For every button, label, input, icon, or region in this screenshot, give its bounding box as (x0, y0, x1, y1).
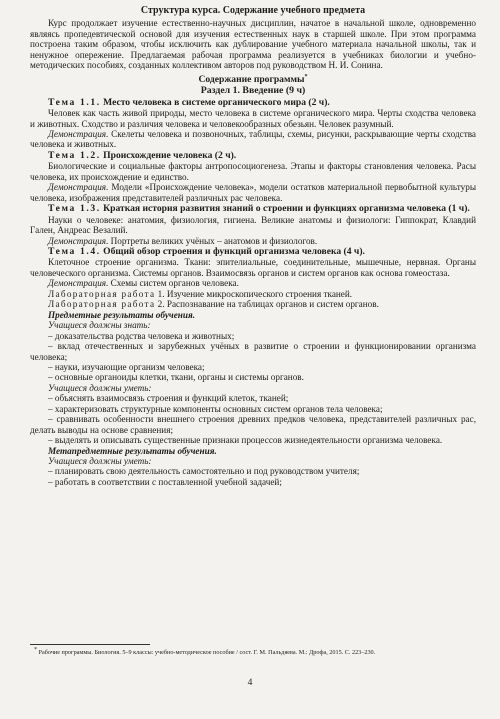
footnote-text: Рабочие программы. Биология. 5–9 классы: учебно-методическое пособие / сост. Г. М. Пальдяева. М.: Дрофа, 2015. С. 223–230. (38, 649, 376, 656)
lab-work-1 (30, 289, 476, 299)
topic-1-2-body: Биологические и социальные факторы антропосоциогенеза. Этапы и факторы становления человека. Расы человека, их происхождение и единство. (30, 161, 476, 182)
topic-1-2-demo (30, 182, 476, 203)
topic-title: Происхождение человека (2 ч). (103, 149, 237, 161)
topic-label: Тема 1.2. (48, 149, 101, 161)
must-do-heading-2: Учащиеся должны уметь: (48, 456, 152, 467)
program-title (30, 75, 476, 85)
program-title-text: Содержание программы (198, 73, 305, 85)
subject-results-heading: Предметные результаты обучения. (48, 309, 196, 320)
list-item: – науки, изучающие организм человека; (48, 361, 205, 372)
list-item: – работать в соответствии с поставленной учебной задачей; (48, 476, 282, 487)
topic-1-4-heading (30, 247, 476, 257)
meta-results-heading: Метапредметные результаты обучения. (48, 445, 217, 456)
list-item: – характеризовать структурные компоненты основных систем органов тела человека; (48, 403, 383, 414)
list-item: – сравнивать особенности внешнего строения древних предков человека, представителей различных рас, делать выводы на основе сравнения; (30, 414, 476, 435)
lab-label: Лабораторная работа (48, 288, 156, 299)
topic-title: Общий обзор строения и функций организма человека (4 ч). (103, 245, 365, 257)
page-number: 4 (247, 678, 253, 688)
footnote-divider (30, 644, 150, 645)
demo-label: Демонстрация. (48, 182, 109, 193)
program-footnote-mark: * (304, 73, 308, 80)
demo-text: Модели «Происхождение человека», модели остатков материальной первобытной культуры человека, изображения представителей различных рас человека. (30, 182, 476, 203)
demo-label: Демонстрация. (48, 128, 109, 139)
main-content (30, 6, 476, 487)
page-title: Структура курса. Содержание учебного предмета (140, 5, 366, 16)
list-item: – выделять и описывать существенные признаки процессов жизнедеятельности организма человека. (48, 435, 443, 446)
lab-work-2 (30, 299, 476, 309)
demo-text: Схемы систем органов человека. (110, 278, 239, 289)
topic-title: Место человека в системе органического мира (2 ч). (103, 96, 330, 108)
list-item: – объяснять взаимосвязь строения и функций клеток, тканей; (48, 393, 289, 404)
topic-1-1-body: Человек как часть живой природы, место человека в системе органического мира. Черты сходства человека и животных. Сходство и различия человека и человекообразных обезьян. Человек разумный. (30, 108, 476, 129)
lab-text: 2. Распознавание на таблицах органов и систем органов. (157, 299, 379, 310)
list-item: – основные органоиды клетки, ткани, органы и системы органов. (48, 372, 304, 383)
demo-text: Портреты великих учёных – анатомов и физиологов. (110, 235, 318, 246)
footnote-mark: * (34, 646, 37, 653)
demo-label: Демонстрация. (48, 278, 109, 289)
must-do-heading: Учащиеся должны уметь: (48, 382, 152, 393)
topic-label: Тема 1.1. (48, 96, 101, 108)
demo-text: Скелеты человека и позвоночных, таблицы, схемы, рисунки, раскрывающие черты сходства человека и животных. (30, 128, 477, 150)
section-1-title: Раздел 1. Введение (9 ч) (200, 85, 306, 97)
lab-label: Лабораторная работа (48, 299, 156, 310)
topic-1-1-demo (30, 129, 476, 150)
topic-1-3-demo (30, 236, 476, 246)
topic-label: Тема 1.3. (48, 203, 101, 215)
list-item: – доказательства родства человека и животных; (48, 330, 235, 341)
topic-1-4-demo (30, 278, 476, 288)
intro-paragraph: Курс продолжает изучение естественно-научных дисциплин, начатое в начальной школе, одновременно являясь пропедевтической основой для изучения естественных наук в старшей школе. При этом программа построена таким образом, чтобы исключить как дублирование учебного материала начальной школы, так и ненужное опережение. Предлагаемая рабочая программа реализуется в учебниках биологии и учебно-методических пособиях, созданных коллективом авторов под руководством Н. И. Сонина. (30, 18, 476, 71)
topic-label: Тема 1.4. (48, 245, 101, 257)
topic-1-1-heading (30, 98, 476, 108)
list-item: – планировать свою деятельность самостоятельно и под руководством учителя; (48, 466, 360, 477)
list-item: – вклад отечественных и зарубежных учёных в развитие о строении и функционировании организма человека; (30, 341, 476, 362)
topic-1-3-body: Науки о человеке: анатомия, физиология, гигиена. Великие анатомы и физиологи: Гиппократ, Клавдий Гален, Андреас Везалий. (30, 214, 476, 236)
footnote (34, 646, 474, 656)
must-know-heading: Учащиеся должны знать: (48, 320, 151, 331)
lab-text: 1. Изучение микроскопического строения тканей. (157, 288, 353, 299)
topic-1-2-heading (30, 151, 476, 161)
topic-1-3-heading (30, 204, 476, 214)
topic-title: Краткая история развития знаний о строении и функциях организма человека (1 ч). (103, 203, 470, 215)
topic-1-4-body: Клеточное строение организма. Ткани: эпителиальные, соединительные, мышечные, нервная. Органы человеческого организма. Системы органов. Взаимосвязь органов и систем органов как основа гомеостаза. (30, 257, 476, 278)
demo-label: Демонстрация. (48, 235, 109, 246)
